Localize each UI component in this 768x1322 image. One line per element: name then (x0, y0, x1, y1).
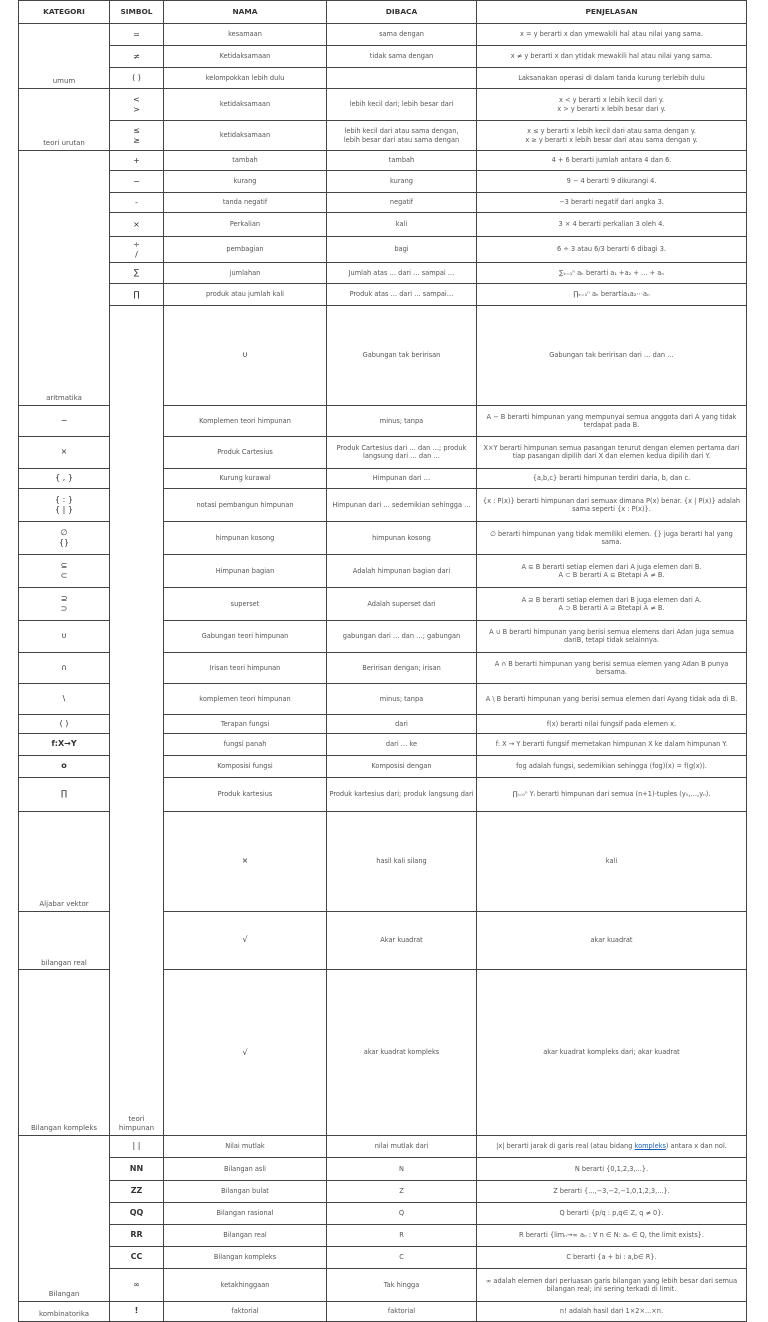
table-row (19, 46, 747, 68)
simbol-cell: × (164, 811, 327, 911)
kategori-cell: aritmatika (19, 151, 110, 406)
nama-cell: Bilangan kompleks (164, 1246, 327, 1268)
simbol-cell: ! (110, 1301, 164, 1321)
table-row (19, 1301, 747, 1321)
dibaca-cell: dari (327, 714, 477, 733)
nama-cell: Irisan teori himpunan (164, 652, 327, 683)
nama-cell: tambah (164, 151, 327, 171)
penjelasan-cell: {a,b,c} berarti himpunan terdiri daria, b, dan c. (477, 468, 747, 488)
simbol-cell: < > (110, 89, 164, 121)
dibaca-cell: kurang (327, 171, 477, 193)
simbol-cell: { , } (19, 468, 110, 488)
nama-cell: Nilai mutlak (164, 1135, 327, 1157)
table-row (19, 213, 747, 237)
penjelasan-cell: −3 berarti negatif dari angka 3. (477, 193, 747, 213)
table-row (19, 24, 747, 46)
simbol-cell: ZZ (110, 1180, 164, 1202)
simbol-cell: ∞ (110, 1268, 164, 1301)
penjelasan-cell: fog adalah fungsi, sedemikian sehingga (fog)(x) = f(g(x)). (477, 755, 747, 777)
nama-cell: Gabungan teori himpunan (164, 620, 327, 652)
penjelasan-cell: ∑ₖ₌₁ⁿ aₖ berarti a₁ +a₂ + … + aₙ (477, 263, 747, 284)
penjelasan-cell: x ≠ y berarti x dan ytidak mewakili hal atau nilai yang sama. (477, 46, 747, 68)
nama-cell: ketakhinggaan (164, 1268, 327, 1301)
dibaca-cell: lebih kecil dari; lebih besar dari (327, 89, 477, 121)
penjelasan-cell: ∞ adalah elemen dari perluasan garis bilangan yang lebih besar dari semua bilangan real; ini sering terkadi di limit. (477, 1268, 747, 1301)
dibaca-cell: nilai mutlak dari (327, 1135, 477, 1157)
table-row (19, 171, 747, 193)
penjelasan-cell: n! adalah hasil dari 1×2×...×n. (477, 1301, 747, 1321)
dibaca-cell: Z (327, 1180, 477, 1202)
dibaca-cell: Jumlah atas … dari … sampai … (327, 263, 477, 284)
nama-cell: Komplemen teori himpunan (164, 405, 327, 436)
simbol-cell: − (110, 171, 164, 193)
dibaca-cell: gabungan dari … dan …; gabungan (327, 620, 477, 652)
kategori-cell: kombinatorika (19, 1301, 110, 1321)
dibaca-cell: akar kuadrat kompleks dari; akar kuadrat (477, 970, 747, 1136)
nama-cell: kesamaan (164, 24, 327, 46)
penjelasan-cell: x = y berarti x dan ymewakili hal atau nilai yang sama. (477, 24, 747, 46)
simbol-cell: ∑ (110, 263, 164, 284)
penjelasan-cell: x ≤ y berarti x lebih kecil dari atau sama dengan y. x ≥ y berarti x lebih besar dari atau sama dengan y. (477, 121, 747, 151)
nama-cell: notasi pembangun himpunan (164, 488, 327, 521)
penjelasan-cell: f(x) berarti nilai fungsif pada elemen x. (477, 714, 747, 733)
dibaca-cell: Tak hingga (327, 1268, 477, 1301)
table-row (19, 237, 747, 263)
dibaca-cell (327, 68, 477, 89)
nama-cell: akar kuadrat kompleks (327, 970, 477, 1136)
nama-cell: Ketidaksamaan (164, 46, 327, 68)
header-dibaca: DIBACA (327, 1, 477, 24)
penjelasan-cell: A ⊇ B berarti setiap elemen dari B juga elemen dari A. A ⊃ B berarti A ⊇ Btetapi A ≠ B. (477, 587, 747, 620)
nama-cell: Bilangan asli (164, 1157, 327, 1180)
dibaca-cell: C (327, 1246, 477, 1268)
penjelasan-cell: f: X → Y berarti fungsif memetakan himpunan X ke dalam himpunan Y. (477, 733, 747, 755)
penjelasan-cell: C berarti {a + bi : a,b∈ R}. (477, 1246, 747, 1268)
table-row (19, 1135, 747, 1157)
header-penjelasan: PENJELASAN (477, 1, 747, 24)
nama-cell: kurang (164, 171, 327, 193)
nama-cell: jumlahan (164, 263, 327, 284)
penjelasan-cell: A ∪ B berarti himpunan yang berisi semua elemens dari Adan juga semua dariB, tetapi tidak selainnya. (477, 620, 747, 652)
table-row (19, 151, 747, 171)
nama-cell: superset (164, 587, 327, 620)
dibaca-cell: dari … ke (327, 733, 477, 755)
simbol-cell: ( ) (110, 68, 164, 89)
penjelasan-cell: ∅ berarti himpunan yang tidak memiliki elemen. {} juga berarti hal yang sama. (477, 521, 747, 554)
kompleks-link[interactable]: kompleks (634, 1142, 666, 1151)
nama-cell: faktorial (164, 1301, 327, 1321)
dibaca-cell: Adalah himpunan bagian dari (327, 554, 477, 587)
nama-cell: Produk kartesius (164, 777, 327, 811)
simbol-cell: CC (110, 1246, 164, 1268)
dibaca-cell: N (327, 1157, 477, 1180)
simbol-cell: + (110, 151, 164, 171)
table-row (19, 121, 747, 151)
penjelasan-cell: A ⊆ B berarti setiap elemen dari A juga elemen dari B. A ⊂ B berarti A ⊆ Btetapi A ≠ B. (477, 554, 747, 587)
table-row (19, 263, 747, 284)
kategori-cell: Bilangan kompleks (19, 970, 110, 1136)
nama-cell: Bilangan rasional (164, 1202, 327, 1224)
dibaca-cell: Himpunan dari … sedemikian sehingga … (327, 488, 477, 521)
dibaca-cell: kali (327, 213, 477, 237)
header-kategori: KATEGORI (19, 1, 110, 24)
kategori-cell: Bilangan (19, 1135, 110, 1301)
dibaca-cell: sama dengan (327, 24, 477, 46)
nama-cell: produk atau jumlah kali (164, 284, 327, 306)
penjelasan-text: ) antara x dan nol. (665, 1142, 727, 1151)
nama-cell: tanda negatif (164, 193, 327, 213)
simbol-cell: × (110, 213, 164, 237)
simbol-cell: − (19, 405, 110, 436)
penjelasan-cell: 3 × 4 berarti perkalian 3 oleh 4. (477, 213, 747, 237)
nama-cell: Terapan fungsi (164, 714, 327, 733)
nama-cell: himpunan kosong (164, 521, 327, 554)
penjelasan-cell: 4 + 6 berarti jumlah antara 4 dan 6. (477, 151, 747, 171)
penjelasan-cell: A − B berarti himpunan yang mempunyai semua anggota dari A yang tidak terdapat pada B. (477, 405, 747, 436)
nama-cell: kelompokkan lebih dulu (164, 68, 327, 89)
penjelasan-cell: Q berarti {p/q : p,q∈ Z, q ≠ 0}. (477, 1202, 747, 1224)
simbol-cell: ∏ (19, 777, 110, 811)
dibaca-cell: tambah (327, 151, 477, 171)
simbol-cell: × (19, 436, 110, 468)
kategori-cell: bilangan real (19, 911, 110, 970)
nama-cell: komplemen teori himpunan (164, 683, 327, 714)
kategori-cell: teori himpunan (110, 306, 164, 1136)
penjelasan-cell: A ∩ B berarti himpunan yang berisi semua elemen yang Adan B punya bersama. (477, 652, 747, 683)
nama-cell: Kurung kurawal (164, 468, 327, 488)
nama-cell: Perkalian (164, 213, 327, 237)
simbol-cell: f:X→Y (19, 733, 110, 755)
table-row (19, 1180, 747, 1202)
simbol-cell: NN (110, 1157, 164, 1180)
table-row (19, 1268, 747, 1301)
dibaca-cell: Produk atas … dari … sampai… (327, 284, 477, 306)
table-body (19, 24, 747, 1322)
dibaca-cell: minus; tanpa (327, 683, 477, 714)
penjelasan-cell: 6 ÷ 3 atau 6/3 berarti 6 dibagi 3. (477, 237, 747, 263)
nama-cell: fungsi panah (164, 733, 327, 755)
nama-cell: Gabungan tak beririsan (327, 306, 477, 406)
penjelasan-cell: {x : P(x)} berarti himpunan dari semuax dimana P(x) benar. {x | P(x)} adalah sama seperti {x : P(x)}. (477, 488, 747, 521)
table-row (19, 1157, 747, 1180)
header-simbol: SIMBOL (110, 1, 164, 24)
penjelasan-cell: Z berarti {...,−3,−2,−1,0,1,2,3,...}. (477, 1180, 747, 1202)
penjelasan-cell: Laksanakan operasi di dalam tanda kurung terlebih dulu (477, 68, 747, 89)
simbol-cell: = (110, 24, 164, 46)
table-row (19, 89, 747, 121)
simbol-cell: ≠ (110, 46, 164, 68)
symbol-table (18, 0, 747, 1322)
simbol-cell: ÷ / (110, 237, 164, 263)
penjelasan-cell: 9 − 4 berarti 9 dikurangi 4. (477, 171, 747, 193)
dibaca-cell: minus; tanpa (327, 405, 477, 436)
simbol-cell: \ (19, 683, 110, 714)
penjelasan-cell: x < y berarti x lebih kecil dari y. x > y berarti x lebih besar dari y. (477, 89, 747, 121)
simbol-cell: o (19, 755, 110, 777)
penjelasan-cell: ∏ₖ₌₁ⁿ aₖ berartia₁a₂⋯aₙ (477, 284, 747, 306)
dibaca-cell: Adalah superset dari (327, 587, 477, 620)
dibaca-cell: bagi (327, 237, 477, 263)
dibaca-cell: negatif (327, 193, 477, 213)
simbol-cell: √ (164, 911, 327, 970)
kategori-cell: Aljabar vektor (19, 811, 110, 911)
penjelasan-cell: A \ B berarti himpunan yang berisi semua elemen dari Ayang tidak ada di B. (477, 683, 747, 714)
kategori-cell: teori urutan (19, 89, 110, 151)
simbol-cell: ( ) (19, 714, 110, 733)
nama-cell: Komposisi fungsi (164, 755, 327, 777)
simbol-cell: ∩ (19, 652, 110, 683)
penjelasan-cell: N berarti {0,1,2,3,...}. (477, 1157, 747, 1180)
dibaca-cell: Gabungan tak beririsan dari … dan … (477, 306, 747, 406)
penjelasan-cell: X×Y berarti himpunan semua pasangan terurut dengan elemen pertama dari tiap pasangan dipilih dari X dan elemen kedua dipilih dari Y. (477, 436, 747, 468)
nama-cell: Bilangan bulat (164, 1180, 327, 1202)
nama-cell: Himpunan bagian (164, 554, 327, 587)
dibaca-cell: Produk Cartesius dari … dan …; produk langsung dari … dan … (327, 436, 477, 468)
table-header-row (19, 1, 747, 24)
penjelasan-cell: ∏ᵢ₌₀ⁿ Yᵢ berarti himpunan dari semua (n+1)-tuples (y₀,…,yₙ). (477, 777, 747, 811)
penjelasan-cell: R berarti {limₙ→∞ aₙ : ∀ n ∈ N: aₙ ∈ Q, the limit exists}. (477, 1224, 747, 1246)
table-row (19, 306, 747, 406)
simbol-cell: ∏ (110, 284, 164, 306)
nama-cell: ketidaksamaan (164, 121, 327, 151)
dibaca-cell: lebih kecil dari atau sama dengan, lebih besar dari atau sama dengan (327, 121, 477, 151)
dibaca-cell: Himpunan dari … (327, 468, 477, 488)
nama-cell: ketidaksamaan (164, 89, 327, 121)
simbol-cell: | | (110, 1135, 164, 1157)
dibaca-cell: Beririsan dengan; irisan (327, 652, 477, 683)
penjelasan-cell (477, 1135, 747, 1157)
dibaca-cell: kali (477, 811, 747, 911)
penjelasan-text: |x| berarti jarak di garis real (atau bidang (496, 1142, 635, 1151)
kategori-cell: umum (19, 24, 110, 89)
nama-cell: Bilangan real (164, 1224, 327, 1246)
nama-cell: Akar kuadrat (327, 911, 477, 970)
dibaca-cell: akar kuadrat (477, 911, 747, 970)
table-row (19, 193, 747, 213)
simbol-cell: RR (110, 1224, 164, 1246)
nama-cell: hasil kali silang (327, 811, 477, 911)
table-row (19, 284, 747, 306)
table-row (19, 1202, 747, 1224)
nama-cell: pembagian (164, 237, 327, 263)
dibaca-cell: Komposisi dengan (327, 755, 477, 777)
simbol-cell: √ (164, 970, 327, 1136)
simbol-cell: ⊇ ⊃ (19, 587, 110, 620)
table-row (19, 1224, 747, 1246)
simbol-cell: { : } { | } (19, 488, 110, 521)
table-row (19, 68, 747, 89)
simbol-cell: ≤ ≥ (110, 121, 164, 151)
dibaca-cell: R (327, 1224, 477, 1246)
simbol-cell: ∪ (19, 620, 110, 652)
dibaca-cell: Q (327, 1202, 477, 1224)
dibaca-cell: faktorial (327, 1301, 477, 1321)
dibaca-cell: Produk kartesius dari; produk langsung dari (327, 777, 477, 811)
nama-cell: Produk Cartesius (164, 436, 327, 468)
simbol-cell: ∪ (164, 306, 327, 406)
simbol-cell: ∅ {} (19, 521, 110, 554)
dibaca-cell: himpunan kosong (327, 521, 477, 554)
simbol-cell: - (110, 193, 164, 213)
header-nama: NAMA (164, 1, 327, 24)
table-row (19, 1246, 747, 1268)
simbol-cell: QQ (110, 1202, 164, 1224)
dibaca-cell: tidak sama dengan (327, 46, 477, 68)
simbol-cell: ⊆ ⊂ (19, 554, 110, 587)
